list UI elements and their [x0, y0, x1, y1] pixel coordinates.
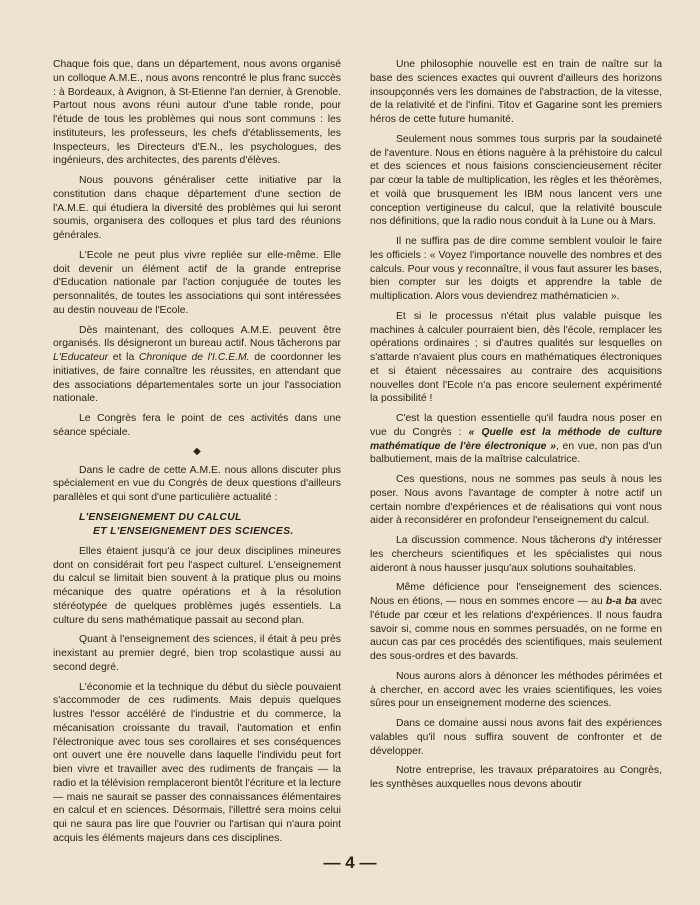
paragraph-text: et la — [108, 352, 139, 363]
paragraph: La discussion commence. Nous tâcherons d'y intéresser les chercheurs scientifiques et les spécialistes qui nous aideront à nous hausser jusqu'aux solutions souhaitables. — [370, 535, 662, 574]
section-heading — [53, 511, 341, 539]
paragraph: Une philosophie nouvelle est en train de naître sur la base des sciences exactes qui ouvrent d'ailleurs des horizons insoupçonnés vers les domaines de l'abstraction, de la vitesse, de la relativité et de l'infini. Titov et Gagarine sont les premiers héros de cette future humanité. — [370, 59, 662, 125]
paragraph-text: C'est la question essentielle qu'il faudra nous poser en vue du Congrès : — [370, 413, 662, 438]
diamond-separator: ◆ — [193, 445, 201, 457]
paragraph: Chaque fois que, dans un département, nous avons organisé un colloque A.M.E., nous avons rencontré le plus franc succès : à Bordeaux, à Avignon, à St-Etienne l'an dernier, à Grenoble. Partout nous avons réuni autour d'une table ronde, pour l'étude de tous les problèmes qui nous sont communs : les instituteurs, les professeurs, les chefs d'établissements, les Inspecteurs, les Directeurs d'E.N., les psychologues, des ingénieurs, des architectes, des parents d'élèves. — [53, 59, 341, 167]
paragraph — [370, 581, 662, 664]
paragraph-text: Dès maintenant, des colloques A.M.E. peuvent être organisés. Ils désigneront un bureau actif. Nous tâcherons par — [53, 324, 341, 350]
journal-title-chronique: Chronique de l'I.C.E.M. — [138, 352, 250, 363]
emphasized-term: b-a ba — [605, 596, 637, 607]
journal-title-educateur: L'Educateur — [53, 352, 109, 363]
left-column — [53, 58, 341, 852]
paragraph: Nous aurons alors à dénoncer les méthodes périmées et à chercher, en accord avec les vraies scientifiques, les voies sûres pour un enseignement moderne des sciences. — [370, 670, 662, 710]
paragraph: Et si le processus n'était plus valable puisque les machines à calculer pourraient bien, dès l'école, remplacer les opérations ordinaires ; si d'autres qualités sur lesquelles on s'attarde n'avaient plus cours en mathématiques électroniques et si étaient nécessaires au contraire des acquisitions nouvelles dont l'Ecole n'a pas encore seulement expérimenté la possibilité ! — [370, 310, 662, 405]
section-heading-line-2: ET L'ENSEIGNEMENT DES SCIENCES. — [93, 525, 294, 537]
paragraph: Nous pouvons généraliser cette initiative par la constitution dans chaque département d'une section de l'A.M.E. qui étudiera la diversité des problèmes qui lui seront soumis, organisera des colloques et plus tard des réunions générales. — [53, 175, 341, 241]
paragraph — [370, 412, 662, 467]
right-column — [370, 58, 662, 798]
paragraph: Le Congrès fera le point de ces activités dans une séance spéciale. — [53, 413, 341, 438]
paragraph: L'économie et la technique du début du siècle pouvaient s'accommoder de ces rudiments. Mais depuis quelques lustres l'essor accéléré de l'industrie et du commerce, la mécanisation croissante du travail, l'automation et enfin l'électronique avec tous ses corollaires et ses conséquences ont ouvert une ère nouvelle dans laquelle l'individu peut fort bien vivre et travailler avec des rudiments de français — la radio et la télévision remplaceront bientôt l'écriture et la lecture — mais ne saurait se passer des connaissances élémentaires en calcul et en sciences. Désormais, l'illettré sera moins celui qui ne saura pas lire que l'ouvrier ou l'artisan qui n'aura point acquis les éléments majeurs dans ces disciplines. — [53, 681, 341, 844]
page-number: — 4 — — [323, 853, 377, 872]
section-heading-line-1: L'ENSEIGNEMENT DU CALCUL — [79, 511, 242, 523]
paragraph-text: de coordonner les initiatives, de faire connaître les réussites, en attendant que des associations départementales sorte un jour l'association nationale. — [53, 352, 341, 405]
paragraph — [53, 324, 341, 407]
paragraph: Dans ce domaine aussi nous avons fait des expériences valables qu'il nous suffira souvent de confronter et de développer. — [370, 718, 662, 757]
paragraph: Dans le cadre de cette A.M.E. nous allons discuter plus spécialement en vue du Congrès de deux questions d'ailleurs parallèles et qui sont d'une particulière actualité : — [53, 464, 341, 503]
paragraph: Seulement nous sommes tous surpris par la soudaineté de l'aventure. Nous en étions naguère à la préhistoire du calcul et des sciences et nous faisions consciencieusement réciter par cœur la table de multiplication, les règles et les théorèmes, et voilà que brusquement les IBM nous lancent vers une conception vertigineuse du calcul, que la relativité bouscule nos définitions, que la radio nous conduit à la Lune ou à Mars. — [370, 133, 662, 228]
paragraph: Ces questions, nous ne sommes pas seuls à nous les poser. Nous avons l'avantage de compter à notre actif un certain nombre d'expériences et de réalisations qui vont nous aider à reconsidérer en profondeur l'enseignement du calcul. — [370, 474, 662, 527]
paragraph: Il ne suffira pas de dire comme semblent vouloir le faire les officiels : « Voyez l'importance nouvelle des nombres et des calculs. Pour vous y reconnaître, il vous faut assurer les bases, bien compter sur les doigts et apprendre la table de multiplication. Alors vous deviendrez mathématicien ». — [370, 236, 662, 302]
paragraph: Elles étaient jusqu'à ce jour deux disciplines mineures dont on considérait fort peu l'aspect culturel. L'enseignement du calcul se limitait bien souvent à la pratique plus ou moins mécanique des quatre opérations et à la résolution stéréotypée de quelques problèmes jugés essentiels. La culture du sens mathématique passait au second plan. — [53, 545, 341, 626]
paragraph-text: Même déficience pour l'enseignement des sciences. Nous en étions, — nous en sommes encore — au — [370, 582, 662, 607]
paragraph: Notre entreprise, les travaux préparatoires au Congrès, les synthèses auxquelles nous devons aboutir — [370, 765, 662, 790]
paragraph-text: avec l'étude par cœur et les relations d'expériences. Il nous faudra savoir si, comme nous en sommes persuadés, on ne forme en aucun cas par ces procédés des scientifiques, mais seulement des sous-ordres et des bavards. — [370, 596, 662, 662]
paragraph: L'Ecole ne peut plus vivre repliée sur elle-même. Elle doit devenir un élément actif de la grande entreprise d'Education nationale par l'action conjuguée de toutes les personnalités, de toutes les associations qui sont intéressées au destin nouveau de l'Ecole. — [53, 249, 341, 316]
emphasized-question: « Quelle est la méthode de culture mathématique de l'ère électronique » — [370, 426, 662, 452]
paragraph-text: , en vue, non pas d'un balbutiement, mais de la maîtrise calculatrice. — [370, 440, 662, 466]
paragraph: Quant à l'enseignement des sciences, il était à peu près inexistant au premier degré, bien trop scolastique aussi au second degré. — [53, 634, 341, 673]
